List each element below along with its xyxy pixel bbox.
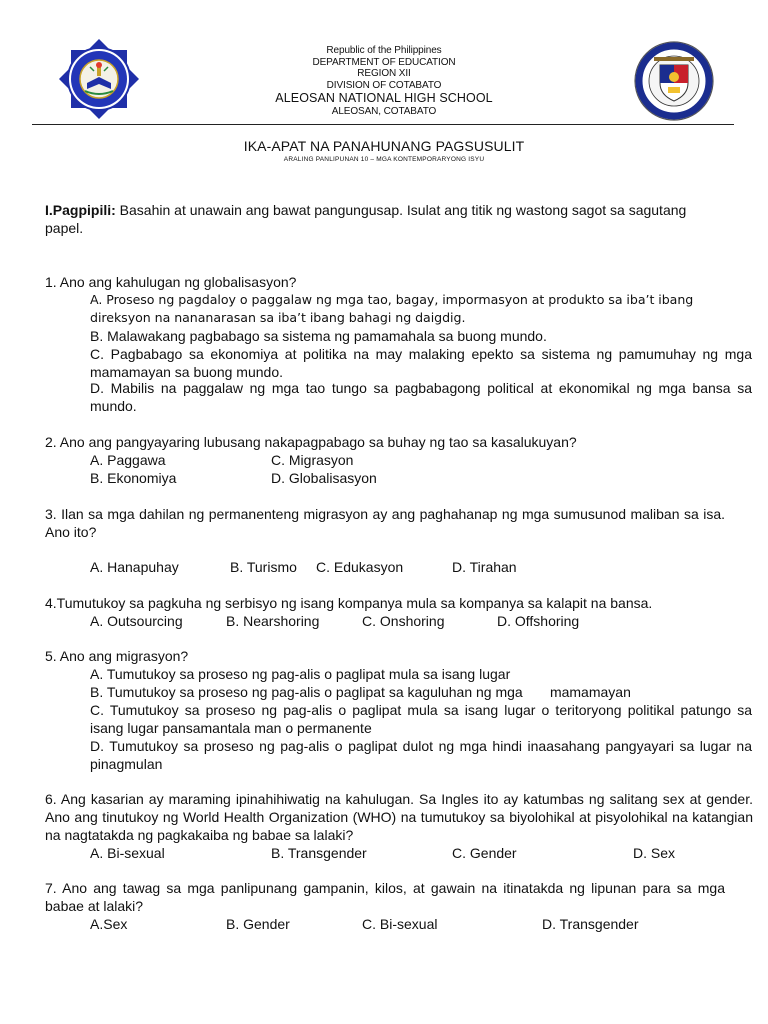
question-3-stem: 3. Ilan sa mga dahilan ng permanenteng migrasyon ay ang paghahanap ng mga sumusunod maliban sa isa. Ano ito?: [45, 506, 725, 540]
question-1-option-a-line1: A. Proseso ng pagdaloy o paggalaw ng mga tao, bagay, impormasyon at produkto sa iba’t ibang: [90, 292, 694, 307]
header-text: [234, 45, 534, 118]
question-5-option-c: C. Tumutukoy sa proseso ng pag-alis o paglipat mula sa isang lugar o teritoryong politikal patungo sa isang lugar pansamantala man o permanente: [90, 702, 752, 736]
question-2-stem: 2. Ano ang pangyayaring lubusang nakapagpabago sa buhay ng tao sa kasalukuyan?: [45, 434, 577, 450]
school-seal-icon: [54, 38, 144, 120]
question-7-stem: 7. Ano ang tawag sa mga panlipunang gampanin, kilos, at gawain na itinatakda ng lipunan para sa mga babae at lalaki?: [45, 880, 725, 914]
question-3-option-c: C. Edukasyon: [316, 559, 404, 575]
question-5-option-a: A. Tumutukoy sa proseso ng pag-alis o paglipat mula sa isang lugar: [90, 666, 511, 682]
question-6-option-d: D. Sex: [633, 845, 676, 861]
question-2-option-b: B. Ekonomiya: [90, 470, 177, 486]
exam-subtitle: ARALING PANLIPUNAN 10 – MGA KONTEMPORARYONG ISYU: [283, 156, 485, 163]
question-4-options: [90, 612, 690, 630]
question-4-option-d: D. Offshoring: [497, 613, 580, 629]
header-rule: [32, 124, 734, 125]
question-6-stem: 6. Ang kasarian ay maraming ipinahihiwatig na kahulugan. Sa Ingles ito ay katumbas ng salitang sex at gender. Ano ang tinutukoy ng World Health Organization (WHO) na tumutukoy sa biyolohikal at pisyolohikal na katangian na nagtatakda ng pagkakaiba ng babae sa lalaki?: [45, 791, 753, 843]
document-header: [0, 0, 768, 124]
question-7-option-b: B. Gender: [226, 916, 290, 932]
question-6-option-a: A. Bi-sexual: [90, 845, 165, 861]
question-3-options: [90, 558, 690, 576]
question-7-option-a: A.Sex: [90, 916, 128, 932]
question-6-option-b: B. Transgender: [271, 845, 367, 861]
question-2-option-a: A. Paggawa: [90, 452, 166, 468]
question-5-stem: 5. Ano ang migrasyon?: [45, 648, 189, 664]
instructions-label: I.Pagpipili:: [45, 202, 116, 218]
instructions-text: Basahin at unawain ang bawat pangungusap. Isulat ang titik ng wastong sagot sa sagutang papel.: [45, 202, 687, 236]
question-7-option-d: D. Transgender: [542, 916, 639, 932]
question-7-option-c: C. Bi-sexual: [362, 916, 438, 932]
question-3-option-b: B. Turismo: [230, 559, 297, 575]
question-3-option-a: A. Hanapuhay: [90, 559, 179, 575]
instructions: [45, 201, 725, 237]
question-2-option-d: D. Globalisasyon: [271, 470, 377, 486]
question-4-option-c: C. Onshoring: [362, 613, 445, 629]
question-6-option-c: C. Gender: [452, 845, 517, 861]
question-1-option-d: D. Mabilis na paggalaw ng mga tao tungo sa pagbabagong political at ekonomikal ng mga bansa sa mundo.: [90, 380, 752, 414]
question-3-option-d: D. Tirahan: [452, 559, 517, 575]
question-5-option-b: B. Tumutukoy sa proseso ng pag-alis o paglipat sa kaguluhan ng mga mamamayan: [90, 684, 631, 700]
division-line: DIVISION OF COTABATO: [326, 79, 442, 91]
question-1-option-a-line2: direksyon na nananarasan sa iba’t ibang bahagi ng daigdig.: [90, 310, 466, 325]
department-line: DEPARTMENT OF EDUCATION: [312, 56, 456, 68]
question-4-option-b: B. Nearshoring: [226, 613, 320, 629]
exam-title: IKA-APAT NA PANAHUNANG PAGSUSULIT: [243, 138, 525, 154]
question-1-option-b: B. Malawakang pagbabago sa sistema ng pamamahala sa buong mundo.: [90, 328, 547, 344]
question-2-options-row-2: [90, 469, 690, 487]
school-name: ALEOSAN NATIONAL HIGH SCHOOL: [275, 91, 493, 105]
republic-line: Republic of the Philippines: [326, 45, 442, 56]
question-6-options: [90, 844, 710, 862]
deped-seal-icon: [632, 40, 716, 122]
school-address: ALEOSAN, COTABATO: [331, 106, 437, 117]
question-4-option-a: A. Outsourcing: [90, 613, 183, 629]
question-4-stem: 4.Tumutukoy sa pagkuha ng serbisyo ng isang kompanya mula sa kompanya sa kalapit na bansa.: [45, 595, 653, 611]
question-2-option-c: C. Migrasyon: [271, 452, 354, 468]
question-1-stem: 1. Ano ang kahulugan ng globalisasyon?: [45, 274, 297, 290]
question-2-options-row-1: [90, 451, 690, 469]
question-7-options: [90, 915, 710, 933]
region-line: REGION XII: [357, 68, 411, 79]
question-5-option-d: D. Tumutukoy sa proseso ng pag-alis o paglipat dulot ng mga hindi inaasahang pangyayari sa lugar na pinagmulan: [90, 738, 752, 772]
question-1-option-c: C. Pagbabago sa ekonomiya at politika na may malaking epekto sa sistema ng pamumuhay ng mga mamamayan sa buong mundo.: [90, 346, 752, 380]
